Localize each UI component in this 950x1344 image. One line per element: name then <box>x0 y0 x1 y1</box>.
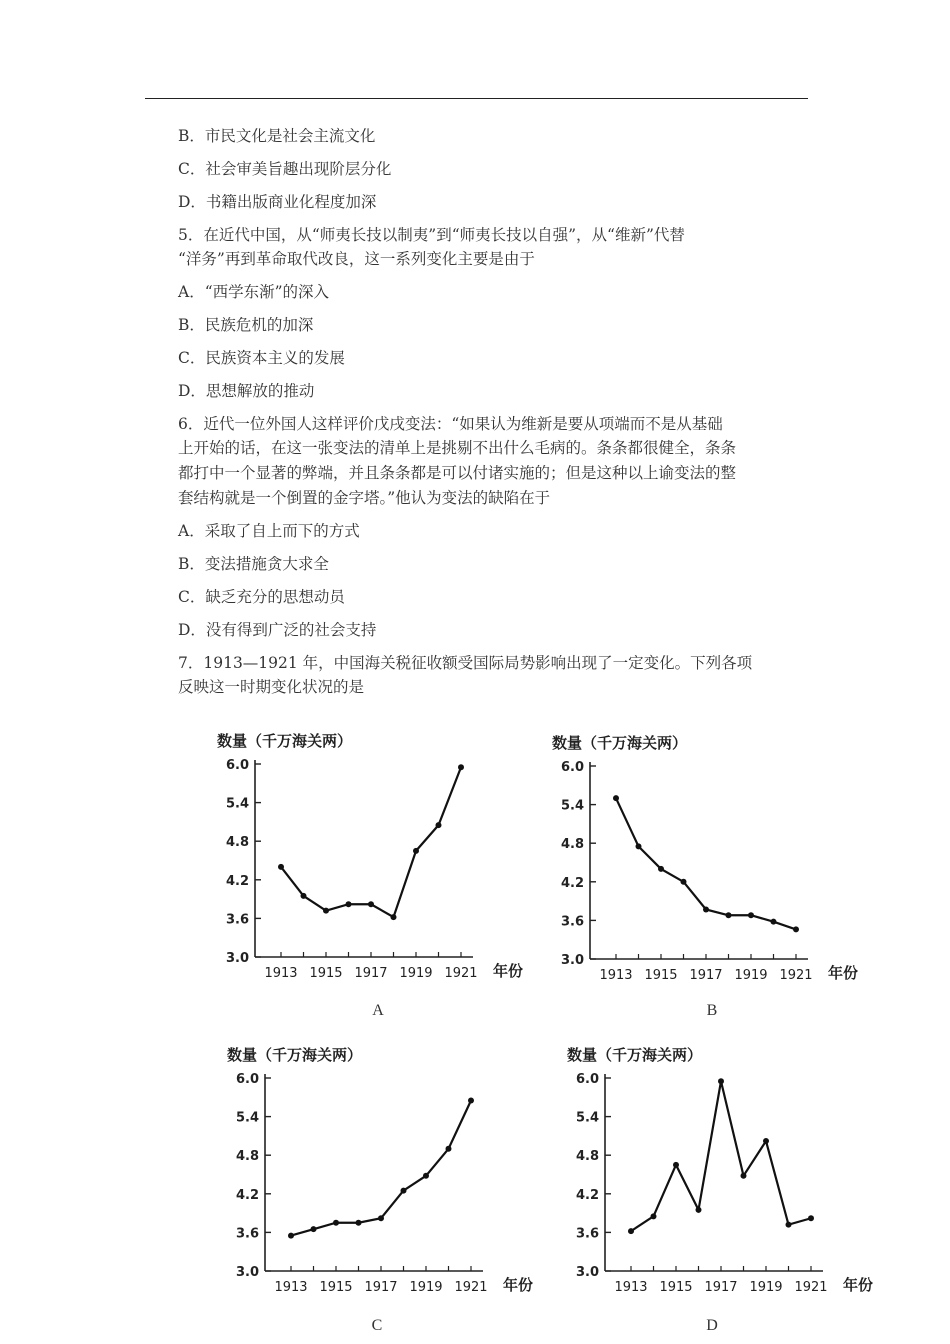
x-tick-label: 1921 <box>794 1280 828 1295</box>
y-tick-label: 3.0 <box>575 1265 599 1280</box>
question-6-line-4: 套结构就是一个倒置的金字塔。”他认为变法的缺陷在于 <box>178 489 551 507</box>
y-tick-label: 4.8 <box>235 1149 259 1165</box>
data-point <box>356 1220 362 1226</box>
option-q5-b: B．民族危机的加深 <box>178 316 314 334</box>
option-q6-b: B．变法措施贪大求全 <box>178 555 329 573</box>
x-tick-label: 1913 <box>599 968 633 983</box>
x-tick-label: 1921 <box>444 966 478 981</box>
x-tick-label: 1915 <box>644 968 678 983</box>
data-point <box>793 926 799 932</box>
data-point <box>771 919 777 925</box>
question-6-line-1: 6．近代一位外国人这样评价戊戌变法：“如果认为维新是要从项端而不是从基础 <box>178 415 723 433</box>
y-tick-label: 5.4 <box>235 1110 259 1126</box>
chart-c <box>225 1036 545 1316</box>
y-axis-title: 数量（千万海关两） <box>227 1046 363 1064</box>
data-point <box>301 893 307 899</box>
x-tick-label: 1915 <box>309 966 343 981</box>
data-point <box>703 906 709 912</box>
option-q5-c: C．民族资本主义的发展 <box>178 349 345 367</box>
x-tick-label: 1917 <box>689 968 723 983</box>
data-point <box>681 879 687 885</box>
data-point <box>323 908 329 914</box>
series-line <box>281 767 461 917</box>
y-tick-label: 3.0 <box>225 951 249 966</box>
y-tick-label: 5.4 <box>225 796 249 812</box>
option-q4-b: B．市民文化是社会主流文化 <box>178 127 376 145</box>
data-point <box>458 764 464 770</box>
x-tick-label: 1917 <box>364 1280 398 1295</box>
option-q4-d: D．书籍出版商业化程度加深 <box>178 193 377 211</box>
data-point <box>378 1215 384 1221</box>
x-tick-label: 1919 <box>399 966 433 981</box>
data-point <box>808 1215 814 1221</box>
chart-a <box>215 722 535 1002</box>
chart-b <box>550 724 870 1004</box>
y-tick-label: 6.0 <box>235 1072 259 1087</box>
y-axis-title: 数量（千万海关两） <box>552 734 688 752</box>
x-tick-label: 1915 <box>659 1280 693 1295</box>
question-6-line-2: 上开始的话，在这一张变法的清单上是挑剔不出什么毛病的。条条都很健全，条条 <box>178 439 737 457</box>
option-q6-a: A．采取了自上而下的方式 <box>178 522 360 540</box>
x-axis-title: 年份 <box>843 1276 874 1294</box>
y-tick-label: 6.0 <box>560 760 584 775</box>
y-tick-label: 6.0 <box>575 1072 599 1087</box>
x-tick-label: 1913 <box>274 1280 308 1295</box>
question-5-line-1: 5．在近代中国，从“师夷长技以制夷”到“师夷长技以自强”，从“维新”代替 <box>178 226 685 244</box>
option-q6-d: D．没有得到广泛的社会支持 <box>178 621 377 639</box>
x-tick-label: 1915 <box>319 1280 353 1295</box>
data-point <box>391 914 397 920</box>
y-tick-label: 3.6 <box>225 912 249 928</box>
data-point <box>763 1138 769 1144</box>
data-point <box>636 843 642 849</box>
data-point <box>446 1146 452 1152</box>
option-q4-c: C．社会审美旨趣出现阶层分化 <box>178 160 392 178</box>
y-tick-label: 4.8 <box>560 837 584 853</box>
header-rule <box>145 98 808 99</box>
data-point <box>658 866 664 872</box>
data-point <box>651 1213 657 1219</box>
data-point <box>288 1233 294 1239</box>
data-point <box>311 1226 317 1232</box>
data-point <box>726 912 732 918</box>
y-tick-label: 3.6 <box>235 1226 259 1242</box>
series-line <box>631 1081 811 1231</box>
question-7-line-1: 7．1913—1921 年，中国海关税征收额受国际局势影响出现了一定变化。下列各项 <box>178 654 753 672</box>
option-q5-a: A．“西学东渐”的深入 <box>178 283 330 301</box>
chart-d <box>565 1036 885 1316</box>
chart-c-label: C <box>371 1317 383 1334</box>
data-point <box>628 1228 634 1234</box>
data-point <box>368 901 374 907</box>
y-tick-label: 4.2 <box>560 875 584 891</box>
x-tick-label: 1913 <box>614 1280 648 1295</box>
y-tick-label: 4.2 <box>575 1187 599 1203</box>
y-tick-label: 5.4 <box>560 798 584 814</box>
data-point <box>741 1173 747 1179</box>
data-point <box>413 848 419 854</box>
data-point <box>673 1162 679 1168</box>
y-tick-label: 3.6 <box>560 914 584 930</box>
y-tick-label: 3.0 <box>235 1265 259 1280</box>
y-tick-label: 4.8 <box>225 835 249 851</box>
x-tick-label: 1913 <box>264 966 298 981</box>
y-tick-label: 4.8 <box>575 1149 599 1165</box>
x-tick-label: 1919 <box>409 1280 443 1295</box>
data-point <box>333 1220 339 1226</box>
y-tick-label: 3.0 <box>560 953 584 968</box>
question-6-line-3: 都打中一个显著的弊端，并且条条都是可以付诸实施的；但是这种以上谕变法的整 <box>178 464 737 482</box>
y-tick-label: 3.6 <box>575 1226 599 1242</box>
x-tick-label: 1919 <box>749 1280 783 1295</box>
data-point <box>423 1173 429 1179</box>
data-point <box>718 1078 724 1084</box>
chart-d-label: D <box>706 1317 718 1334</box>
data-point <box>436 822 442 828</box>
x-tick-label: 1917 <box>354 966 388 981</box>
data-point <box>696 1207 702 1213</box>
chart-b-label: B <box>706 1002 718 1019</box>
data-point <box>613 795 619 801</box>
x-tick-label: 1921 <box>454 1280 488 1295</box>
chart-a-label: A <box>372 1002 384 1019</box>
option-q6-c: C．缺乏充分的思想动员 <box>178 588 345 606</box>
data-point <box>278 864 284 870</box>
y-tick-label: 4.2 <box>235 1187 259 1203</box>
data-point <box>346 901 352 907</box>
y-tick-label: 6.0 <box>225 758 249 773</box>
y-tick-label: 5.4 <box>575 1110 599 1126</box>
x-axis-title: 年份 <box>503 1276 534 1294</box>
y-axis-title: 数量（千万海关两） <box>567 1046 703 1064</box>
question-7-line-2: 反映这一时期变化状况的是 <box>178 678 365 696</box>
data-point <box>401 1188 407 1194</box>
x-tick-label: 1921 <box>779 968 813 983</box>
x-axis-title: 年份 <box>828 964 859 982</box>
y-tick-label: 4.2 <box>225 873 249 889</box>
question-5-line-2: “洋务”再到革命取代改良，这一系列变化主要是由于 <box>178 250 535 268</box>
x-axis-title: 年份 <box>493 962 524 980</box>
x-tick-label: 1917 <box>704 1280 738 1295</box>
x-tick-label: 1919 <box>734 968 768 983</box>
data-point <box>748 912 754 918</box>
data-point <box>468 1098 474 1104</box>
y-axis-title: 数量（千万海关两） <box>217 732 353 750</box>
data-point <box>786 1222 792 1228</box>
option-q5-d: D．思想解放的推动 <box>178 382 315 400</box>
